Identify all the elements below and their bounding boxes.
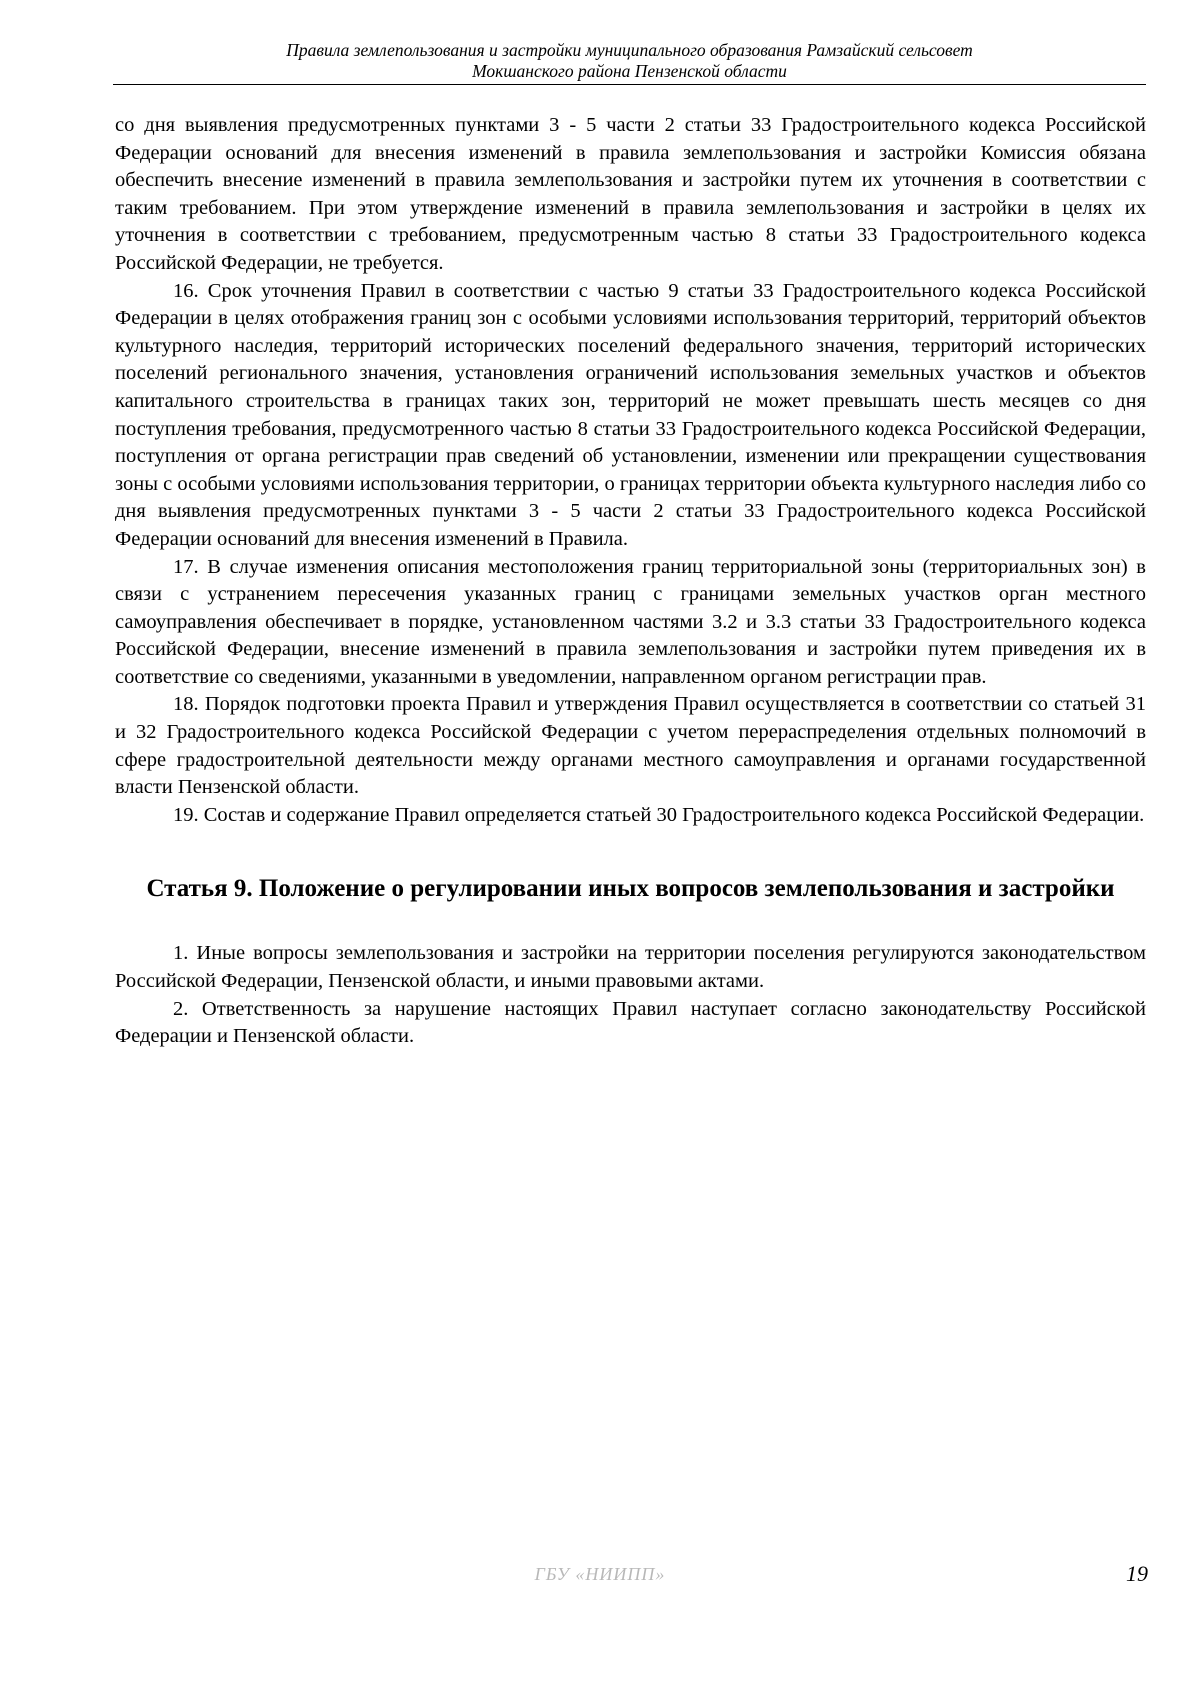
header-line-1: Правила землепользования и застройки муниципального образования Рамзайский сельсовет	[286, 40, 973, 60]
page-number: 19	[1126, 1561, 1148, 1586]
paragraph-18: 18. Порядок подготовки проекта Правил и утверждения Правил осуществляется в соответствии со статьей 31 и 32 Градостроительного кодекса Российской Федерации с учетом перераспределения отдельных полномочий в сфере градостроительной деятельности между органами местного самоуправления и органами государственной власти Пензенской области.	[115, 693, 1146, 799]
article-9-title: Статья 9. Положение о регулировании иных вопросов землепользования и застройки	[146, 875, 1115, 903]
header-line-2: Мокшанского района Пензенской области	[472, 61, 787, 81]
document-body	[115, 112, 1146, 1051]
article-9-paragraph-2: 2. Ответственность за нарушение настоящих Правил наступает согласно законодательству Российской Федерации и Пензенской области.	[115, 997, 1146, 1048]
paragraph-19: 19. Состав и содержание Правил определяется статьей 30 Градостроительного кодекса Российской Федерации.	[173, 803, 1145, 826]
footer-organization: ГБУ «НИИПП»	[534, 1564, 666, 1584]
paragraph-17: 17. В случае изменения описания местоположения границ территориальной зоны (территориальных зон) в связи с устранением пересечения указанных границ с границами земельных участков орган местного самоуправления обеспечивает в порядке, установленном частями 3.2 и 3.3 статьи 33 Градостроительного кодекса Российской Федерации, внесение изменений в правила землепользования и застройки путем приведения их в соответствие со сведениями, указанными в уведомлении, направленном органом регистрации прав.	[115, 555, 1146, 688]
paragraph-16: 16. Срок уточнения Правил в соответствии с частью 9 статьи 33 Градостроительного кодекса Российской Федерации в целях отображения границ зон с особыми условиями использования территорий, территорий объектов культурного наследия, территорий исторических поселений федерального значения, территорий исторических поселений регионального значения, установления ограничений использования земельных участков и объектов капитального строительства в границах таких зон, территорий не может превышать шесть месяцев со дня поступления требования, предусмотренного частью 8 статьи 33 Градостроительного кодекса Российской Федерации, поступления от органа регистрации прав сведений об установлении, изменении или прекращении существования зоны с особыми условиями использования территории, о границах территории объекта культурного наследия либо со дня выявления предусмотренных пунктами 3 - 5 части 2 статьи 33 Градостроительного кодекса Российской Федерации оснований для внесения изменений в Правила.	[115, 279, 1146, 550]
page-header	[113, 40, 1146, 85]
article-9-paragraph-1: 1. Иные вопросы землепользования и застройки на территории поселения регулируются законодательством Российской Федерации, Пензенской области, и иными правовыми актами.	[115, 942, 1146, 993]
paragraph-continuation: со дня выявления предусмотренных пунктами 3 - 5 части 2 статьи 33 Градостроительного кодекса Российской Федерации оснований для внесения изменений в правила землепользования и застройки Комиссия обязана обеспечить внесение изменений в правила землепользования и застройки путем их уточнения в соответствии с таким требованием. При этом утверждение изменений в правила землепользования и застройки в целях их уточнения в соответствии с требованием, предусмотренным частью 8 статьи 33 Градостроительного кодекса Российской Федерации, не требуется.	[115, 114, 1146, 274]
